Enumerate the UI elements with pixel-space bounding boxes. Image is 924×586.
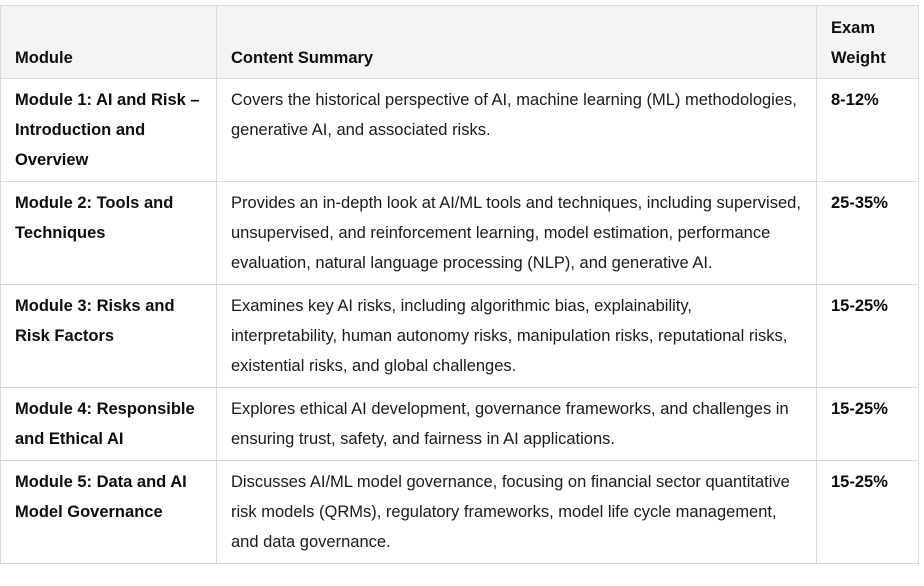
summary-cell: Discusses AI/ML model governance, focusing on financial sector quantitative risk models (QRMs), regulatory frameworks, model life cycle management, and data governance.	[217, 461, 817, 564]
header-module: Module	[1, 6, 217, 79]
module-cell: Module 4: Responsible and Ethical AI	[1, 388, 217, 461]
table-row	[1, 461, 919, 564]
weight-cell: 15-25%	[817, 461, 919, 564]
weight-cell: 15-25%	[817, 285, 919, 388]
summary-cell: Covers the historical perspective of AI, machine learning (ML) methodologies, generative AI, and associated risks.	[217, 79, 817, 182]
weight-cell: 15-25%	[817, 388, 919, 461]
weight-cell: 8-12%	[817, 79, 919, 182]
table-container	[0, 5, 919, 564]
header-exam-weight: Exam Weight	[817, 6, 919, 79]
table-row	[1, 79, 919, 182]
module-cell: Module 1: AI and Risk – Introduction and Overview	[1, 79, 217, 182]
module-cell: Module 2: Tools and Techniques	[1, 182, 217, 285]
header-content-summary: Content Summary	[217, 6, 817, 79]
module-cell: Module 3: Risks and Risk Factors	[1, 285, 217, 388]
table-row	[1, 285, 919, 388]
header-row	[1, 6, 919, 79]
summary-cell: Explores ethical AI development, governance frameworks, and challenges in ensuring trust, safety, and fairness in AI applications.	[217, 388, 817, 461]
table-header	[1, 6, 919, 79]
table-row	[1, 182, 919, 285]
summary-cell: Examines key AI risks, including algorithmic bias, explainability, interpretability, human autonomy risks, manipulation risks, reputational risks, existential risks, and global challenges.	[217, 285, 817, 388]
weight-cell: 25-35%	[817, 182, 919, 285]
exam-modules-table	[0, 5, 919, 564]
summary-cell: Provides an in-depth look at AI/ML tools and techniques, including supervised, unsupervised, and reinforcement learning, model estimation, performance evaluation, natural language processing (NLP), and generative AI.	[217, 182, 817, 285]
table-row	[1, 388, 919, 461]
table-body	[1, 79, 919, 564]
module-cell: Module 5: Data and AI Model Governance	[1, 461, 217, 564]
